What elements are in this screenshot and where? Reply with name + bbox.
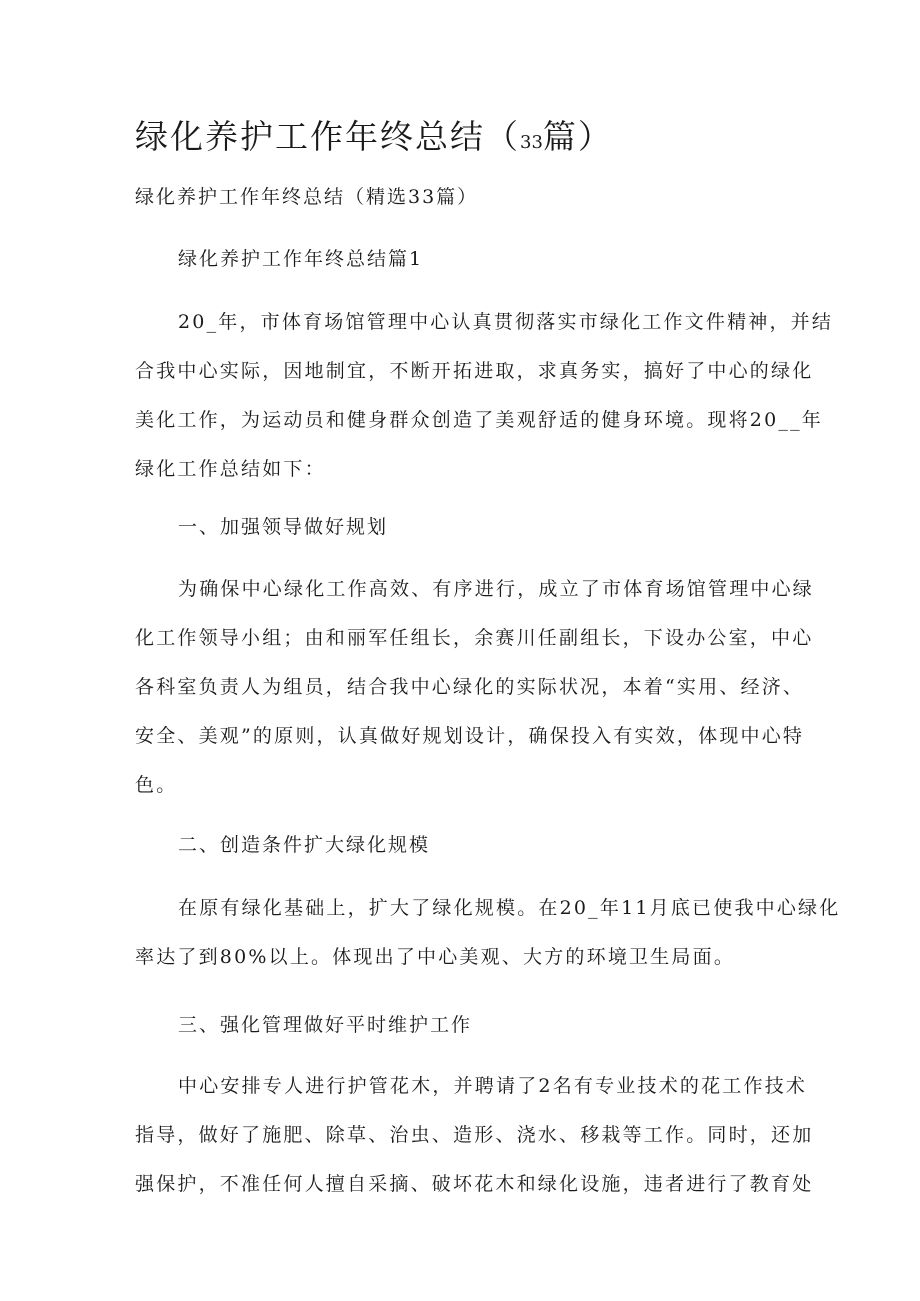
title-count: 33 bbox=[520, 132, 543, 153]
title-count-word: 篇 bbox=[542, 117, 578, 156]
title-paren-open: （ bbox=[485, 117, 520, 156]
paragraph-line: 为确保中心绿化工作高效、有序进行，成立了市体育场馆管理中心绿 bbox=[178, 578, 815, 600]
title-main: 绿化养护工作年终总结 bbox=[135, 117, 485, 156]
paragraph-line: 率达了到80%以上。体现出了中心美观、大方的环境卫生局面。 bbox=[135, 946, 736, 968]
paragraph-line: 美化工作，为运动员和健身群众创造了美观舒适的健身环境。现将20__年 bbox=[135, 409, 823, 431]
paragraph-line: 色。 bbox=[135, 774, 178, 796]
paragraph-line: 在原有绿化基础上，扩大了绿化规模。在20_年11月底已使我中心绿化 bbox=[178, 897, 841, 919]
article-heading: 绿化养护工作年终总结篇1 bbox=[178, 248, 424, 270]
title-paren-close: ） bbox=[577, 117, 613, 156]
document-title bbox=[135, 112, 613, 168]
section-heading-3: 三、强化管理做好平时维护工作 bbox=[178, 1014, 473, 1036]
paragraph-line: 化工作领导小组；由和丽军任组长，余赛川任副组长，下设办公室，中心 bbox=[135, 627, 814, 649]
paragraph-line: 指导，做好了施肥、除草、治虫、造形、浇水、移栽等工作。同时，还加 bbox=[135, 1124, 814, 1146]
section-1-paragraph bbox=[135, 565, 815, 810]
paragraph-line: 强保护，不准任何人擅自采摘、破坏花木和绿化设施，违者进行了教育处 bbox=[135, 1173, 814, 1195]
section-2-paragraph bbox=[135, 884, 841, 982]
section-3-paragraph bbox=[135, 1062, 814, 1209]
section-heading-2: 二、创造条件扩大绿化规模 bbox=[178, 834, 431, 856]
paragraph-line: 绿化工作总结如下： bbox=[135, 458, 326, 480]
paragraph-line: 20_年，市体育场馆管理中心认真贯彻落实市绿化工作文件精神，并结 bbox=[178, 311, 834, 333]
document-subtitle: 绿化养护工作年终总结（精选33篇） bbox=[135, 186, 479, 208]
section-heading-1: 一、加强领导做好规划 bbox=[178, 516, 389, 538]
paragraph-line: 各科室负责人为组员，结合我中心绿化的实际状况，本着“实用、经济、 bbox=[135, 676, 805, 698]
paragraph-line: 合我中心实际，因地制宜，不断开拓进取，求真务实，搞好了中心的绿化 bbox=[135, 360, 814, 382]
intro-paragraph bbox=[135, 298, 834, 494]
paragraph-line: 中心安排专人进行护管花木，并聘请了2名有专业技术的花工作技术 bbox=[178, 1075, 808, 1097]
paragraph-line: 安全、美观”的原则，认真做好规划设计，确保投入有实效，体现中心特 bbox=[135, 725, 805, 747]
